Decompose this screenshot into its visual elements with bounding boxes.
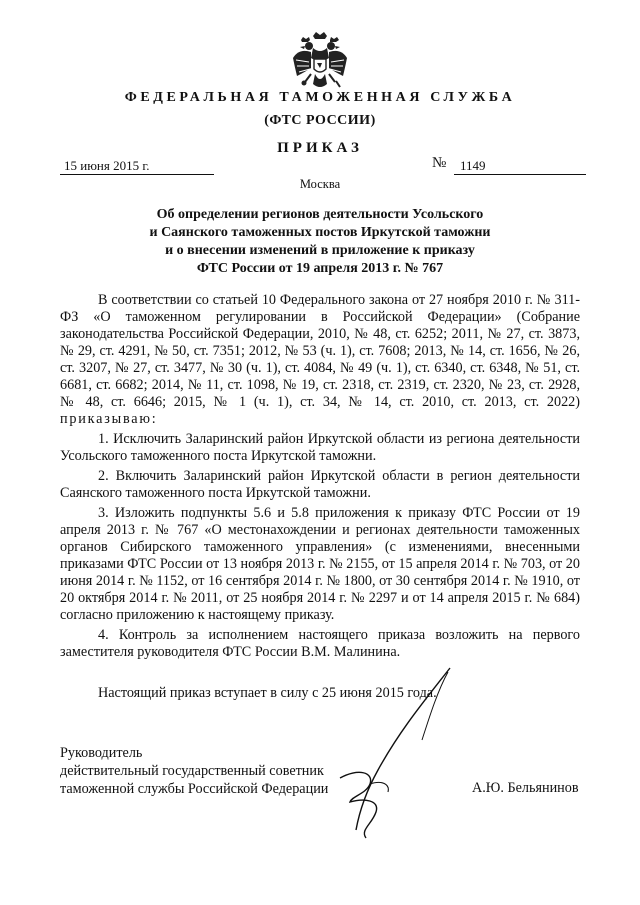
agency-name: ФЕДЕРАЛЬНАЯ ТАМОЖЕННАЯ СЛУЖБА [124,90,516,105]
effective-date-statement: Настоящий приказ вступает в силу с 25 июня 2015 года. [98,685,437,701]
preamble-text: В соответствии со статьей 10 Федерального закона от 27 ноября 2010 г. № 311-ФЗ «О таможенном регулировании в Российской Федерации» (Собрание законодательства Российской Федерации, 2010, № 48, ст. 6252; 2011, № 27, ст. 3873, № 29, ст. 4291, № 50, ст. 7351; 2012, № 53 (ч. 1), ст. 7608; 2013, № 14, ст. 1656, № 26, ст. 3207, № 27, ст. 3477, № 30 (ч. 1), ст. 4084, № 49 (ч. 1), ст. 6340, ст. 6348, № 51, ст. 6681, ст. 6682; 2014, № 11, ст. 1098, № 19, ст. 2318, ст. 2319, ст. 2320, № 23, ст. 2928, № 48, ст. 6646; 2015, № 1 (ч. 1), ст. 34, № 14, ст. 2010, ст. 2013, ст. 2022) [60,292,580,410]
item-4: 4. Контроль за исполнением настоящего приказа возложить на первого заместителя руководителя ФТС России В.М. Малинина. [60,627,580,660]
order-number: 1149 [454,158,586,175]
signatory-line-1: Руководитель [60,745,143,761]
item-3: 3. Изложить подпункты 5.6 и 5.8 приложения к приказу ФТС России от 19 апреля 2013 г. № 767 «О местонахождении и регионах деятельности таможенных органов Сибирского таможенного управления» (с изменениями, внесенными приказами ФТС России от 13 ноября 2013 г. № 2155, от 15 апреля 2014 г. № 703, от 20 июня 2014 г. № 1152, от 16 сентября 2014 г. № 1800, от 30 сентября 2014 г. № 1910, от 20 октября 2014 г. № 2011, от 25 ноября 2014 г. № 2297 и от 14 апреля 2015 г. № 684) согласно приложению к настоящему приказу. [60,505,580,623]
order-word: приказываю: [60,411,158,427]
number-sign: № [432,155,447,171]
order-body [60,292,580,664]
order-title [80,206,560,278]
item-1: 1. Исключить Заларинский район Иркутской области из региона деятельности Усольского таможенного поста Иркутской таможни. [60,431,580,464]
signatory-line-2: действительный государственный советник [60,763,324,779]
preamble-paragraph [60,292,580,428]
document-type: ПРИКАЗ [277,140,363,156]
signatory-line-3: таможенной службы Российской Федерации [60,781,329,797]
title-line: Об определении регионов деятельности Усольского [156,207,484,222]
title-line: и о внесении изменений в приложение к приказу [165,243,475,258]
coat-of-arms-icon [291,30,349,92]
order-date: 15 июня 2015 г. [60,158,214,175]
agency-short-name: (ФТС РОССИИ) [264,113,376,128]
title-line: и Саянского таможенных постов Иркутской таможни [149,225,491,240]
issue-city: Москва [299,177,341,191]
signatory-name: А.Ю. Бельянинов [472,780,579,796]
signatory-title [60,744,328,798]
item-2: 2. Включить Заларинский район Иркутской области в регион деятельности Саянского таможенного поста Иркутской таможни. [60,468,580,501]
handwritten-signature [330,660,480,860]
title-line: ФТС России от 19 апреля 2013 г. № 767 [196,261,444,276]
